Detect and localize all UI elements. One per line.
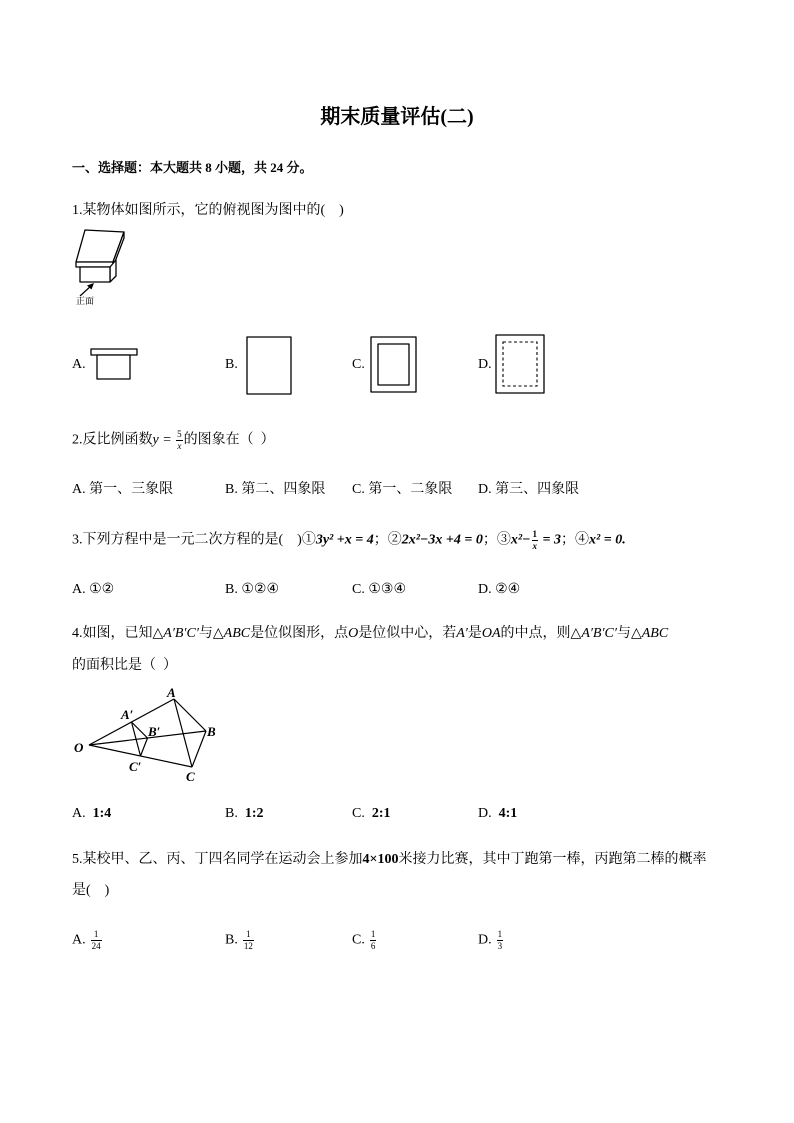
line-b-prime-c-prime (141, 738, 148, 756)
section-heading: 一、选择题：本大题共 8 小题，共 24 分。 (72, 160, 313, 175)
q2-stem-tail: 的图象在（ ） (183, 432, 275, 448)
q2-option-c-text: 第一、二象限 (368, 482, 453, 497)
q4-option-a-text: 1:4 (92, 806, 112, 821)
q4-option-d (478, 804, 517, 826)
q2-option-d-label: D. (478, 482, 492, 497)
q3-option-b-text: ①②④ (241, 582, 279, 597)
label-c-prime: C′ (129, 759, 142, 774)
fraction-numerator: 1 (497, 929, 503, 939)
q3-fraction-denominator: x (532, 541, 538, 551)
q1-option-figures (85, 330, 550, 400)
q4-text-7: 与 (616, 626, 631, 641)
q4-large-triangle: △ABC (212, 626, 251, 641)
q5-option-c-fraction (370, 930, 377, 951)
q1-object-figure (65, 222, 135, 312)
q3-equation-2: 2x²−3x +4 = 0 (401, 532, 483, 548)
q5-option-d-label: D. (478, 932, 492, 948)
fraction-denominator: 6 (370, 941, 376, 951)
q2-option-b (225, 480, 325, 502)
q3-marker-4: ；④ (561, 532, 590, 548)
q1-option-b-label: B. (225, 357, 238, 372)
q4-stem-line-1 (72, 624, 668, 646)
q2-stem (72, 430, 275, 452)
q1-option-b-figure (247, 337, 291, 394)
q1-option-c-label: C. (352, 357, 365, 372)
q5-option-b-fraction (243, 930, 254, 951)
q4-point-o: O (348, 626, 359, 641)
q3-equation-4: x² = 0. (589, 532, 626, 548)
q4-text-3: 是位似图形，点 (250, 626, 349, 641)
q3-fraction (532, 530, 539, 551)
q4-option-d-text: 4:1 (498, 806, 518, 821)
q2-option-a (72, 480, 173, 502)
q4-text-4: 是位似中心，若 (358, 626, 457, 641)
q4-large-triangle-2: △ABC (630, 626, 669, 641)
q3-option-c (352, 580, 406, 602)
q2-function-lhs: y = (152, 432, 176, 448)
fraction-denominator: 24 (91, 941, 101, 951)
fraction-numerator: 1 (93, 929, 99, 939)
q5-option-a-label: A. (72, 932, 86, 948)
q3-option-c-text: ①③④ (368, 582, 406, 597)
q3-marker-3: ；③ (482, 532, 511, 548)
q4-small-triangle-2: △A′B′C′ (570, 626, 617, 641)
q1-option-d-label: D. (478, 357, 492, 372)
q1-option-a-label: A. (72, 357, 86, 372)
q2-option-a-text: 第一、三象限 (89, 482, 174, 497)
similar-triangles-figure (60, 680, 230, 790)
q5-option-b-label: B. (225, 932, 238, 948)
option-a-top-plate (91, 349, 137, 355)
q2-option-d (478, 480, 579, 502)
q1-option-a-figure (91, 349, 137, 379)
q5-option-a-fraction (91, 930, 102, 951)
q3-stem-text: 3.下列方程中是一元二次方程的是( ) (72, 532, 302, 548)
q2-option-c-label: C. (352, 482, 365, 497)
q4-text-1: 4.如图，已知 (72, 626, 153, 641)
q3-stem (72, 530, 626, 552)
q3-marker-2: ；② (373, 532, 402, 548)
q5-text-2: 米接力比赛，其中丁跑第一棒，丙跑第二棒的概率 (398, 852, 707, 867)
q1-option-d-figure (496, 335, 544, 393)
q4-option-b-label: B. (225, 806, 238, 821)
q5-option-d (478, 930, 504, 952)
q4-point-a-prime: A′ (456, 626, 468, 641)
q4-option-c-label: C. (352, 806, 365, 821)
q3-marker-1: ① (301, 532, 316, 548)
q2-stem-text: 2.反比例函数 (72, 432, 153, 448)
option-a-lower-box (97, 355, 130, 379)
q4-segment-oa: OA (481, 626, 501, 641)
line-b-c (192, 731, 206, 767)
q4-small-triangle: △A′B′C′ (152, 626, 199, 641)
object-plate-front (76, 262, 113, 267)
q2-option-b-text: 第二、四象限 (241, 482, 326, 497)
q5-relay-distance: 4×100 (362, 852, 399, 867)
label-b: B (207, 724, 216, 739)
label-b-prime: B′ (148, 724, 161, 739)
q4-text-6: 的中点，则 (500, 626, 571, 641)
q4-stem-line-2: 的面积比是（ ） (72, 658, 177, 673)
q5-option-b (225, 930, 255, 952)
q5-option-c (352, 930, 377, 952)
q3-option-a-text: ①② (89, 582, 115, 597)
fraction-numerator: 1 (246, 929, 251, 939)
q4-option-d-label: D. (478, 806, 492, 821)
q3-option-d (478, 580, 520, 602)
q5-option-c-label: C. (352, 932, 365, 948)
q3-option-d-text: ②④ (495, 582, 521, 597)
q5-stem-line-2: 是( ) (72, 883, 110, 898)
q2-fraction (176, 430, 183, 451)
q2-option-a-label: A. (72, 482, 86, 497)
fraction-denominator: 3 (497, 941, 503, 951)
q3-equation-1: 3y² +x = 4 (315, 532, 374, 548)
q5-option-d-fraction (497, 930, 504, 951)
option-b-rectangle (247, 337, 291, 394)
q3-equation-3-end: = 3 (539, 532, 562, 548)
q2-option-b-label: B. (225, 482, 238, 497)
q4-option-b-text: 1:2 (244, 806, 264, 821)
q5-option-a (72, 930, 103, 952)
object-box-front (80, 267, 110, 282)
q3-option-a (72, 580, 114, 602)
option-c-inner-rectangle (378, 344, 409, 385)
q3-equation-3-start: x²− (510, 532, 531, 548)
label-o: O (74, 740, 84, 755)
q3-option-b-label: B. (225, 582, 238, 597)
front-view-label: 正面 (76, 296, 95, 306)
q5-stem-line-1 (72, 850, 706, 872)
fraction-numerator: 1 (370, 929, 376, 939)
q3-option-d-label: D. (478, 582, 492, 597)
q4-text-5: 是 (467, 626, 482, 641)
q1-stem: 1.某物体如图所示，它的俯视图为图中的( ) (72, 203, 344, 218)
q5-text-1: 5.某校甲、乙、丙、丁四名同学在运动会上参加 (72, 852, 363, 867)
label-c: C (186, 769, 195, 784)
q1-option-c-figure (371, 337, 416, 392)
q4-option-a-label: A. (72, 806, 86, 821)
q3-fraction-numerator: 1 (532, 529, 538, 539)
q4-option-b (225, 804, 264, 826)
label-a: A (167, 685, 176, 700)
q2-option-c (352, 480, 452, 502)
q4-option-c-text: 2:1 (371, 806, 391, 821)
q2-fraction-denominator: x (177, 441, 182, 451)
q3-option-c-label: C. (352, 582, 365, 597)
q2-fraction-numerator: 5 (177, 429, 182, 439)
q4-option-c (352, 804, 391, 826)
label-a-prime: A′ (121, 707, 134, 722)
page-title: 期末质量评估(二) (320, 106, 474, 128)
q4-text-2: 与 (198, 626, 213, 641)
fraction-denominator: 12 (243, 941, 253, 951)
q4-option-a (72, 804, 111, 826)
q3-option-b (225, 580, 279, 602)
q3-option-a-label: A. (72, 582, 86, 597)
q2-option-d-text: 第三、四象限 (495, 482, 580, 497)
